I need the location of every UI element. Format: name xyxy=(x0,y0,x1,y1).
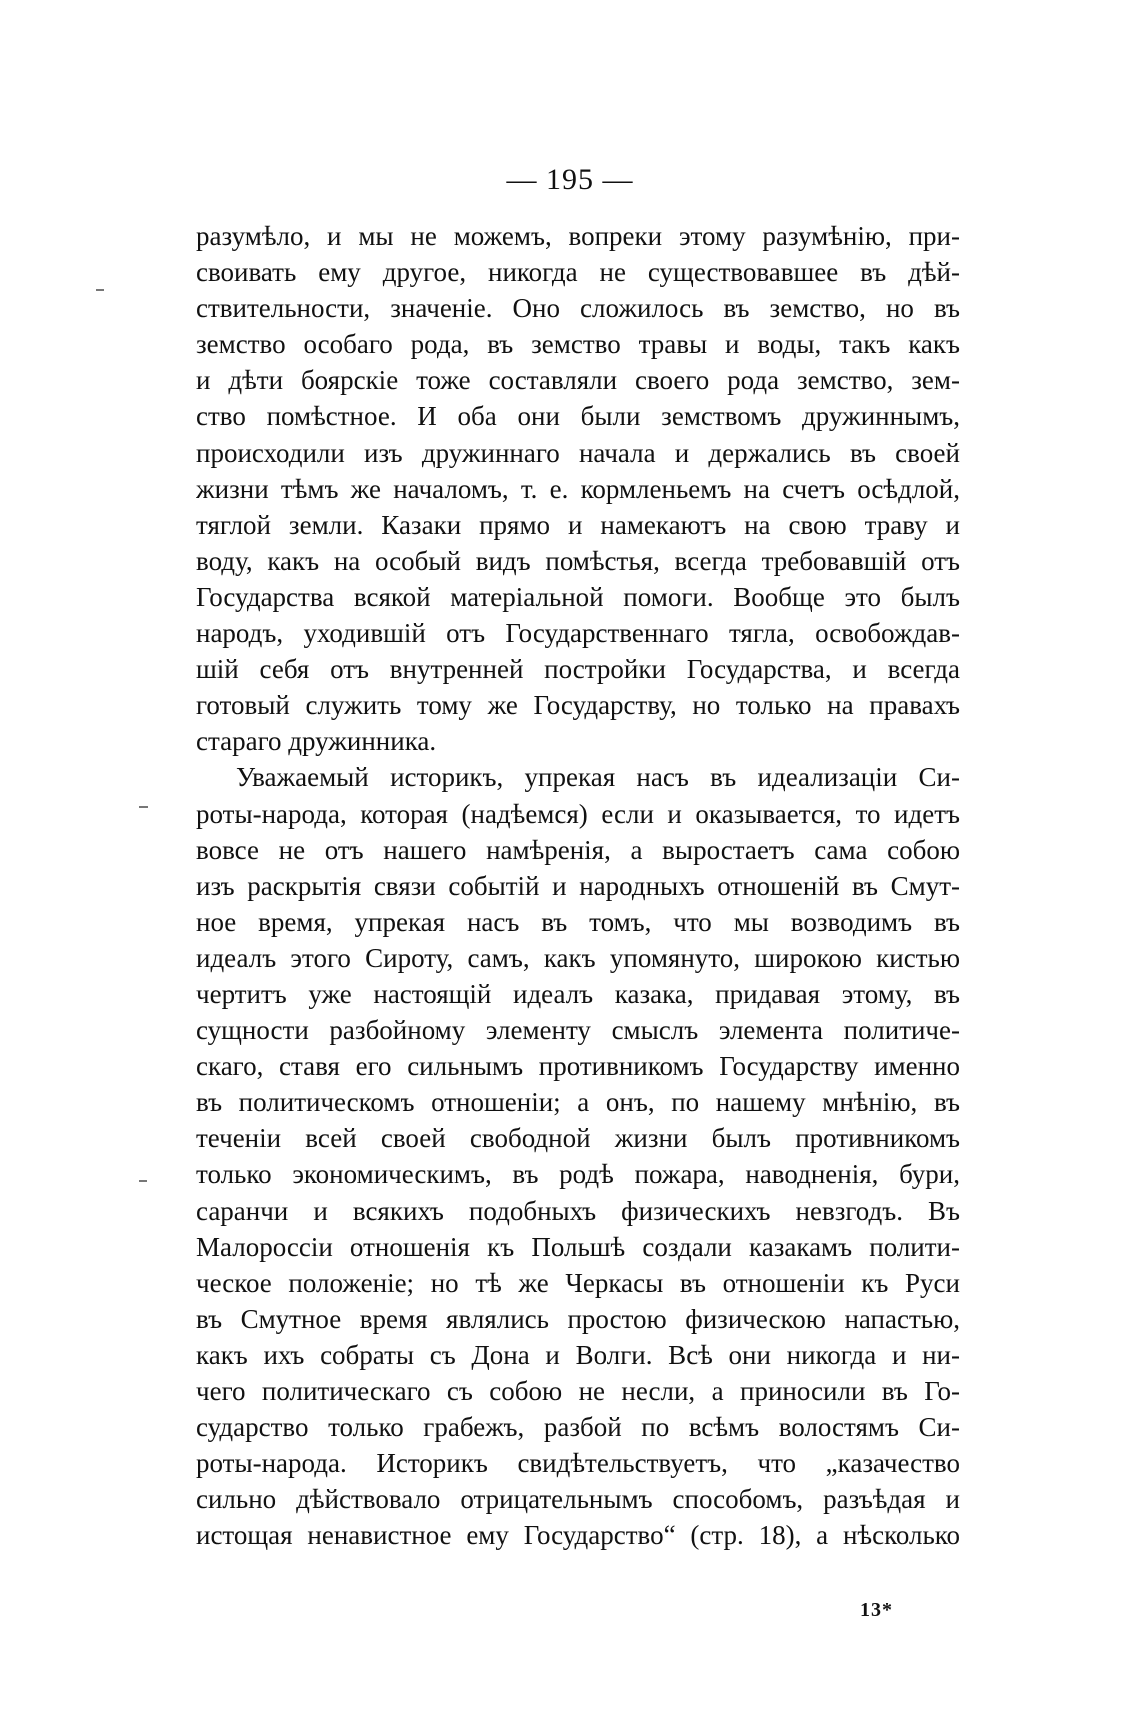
text-line: земство особаго рода, въ земство травы и воды, такъ какъ xyxy=(196,329,960,360)
text-line: теченіи всей своей свободной жизни былъ противникомъ xyxy=(196,1123,960,1154)
text-line: только экономическимъ, въ родѣ пожара, наводненія, бури, xyxy=(196,1159,960,1190)
text-line: сущности разбойному элементу смыслъ элемента политиче- xyxy=(196,1015,960,1046)
scan-speck xyxy=(139,806,148,808)
paragraph-2 xyxy=(196,759,960,1553)
text-line: изъ раскрытія связи событій и народныхъ отношеній въ Смут- xyxy=(196,870,960,901)
text-line: вовсе не отъ нашего намѣренія, а выростаетъ сама собою xyxy=(196,834,960,865)
text-line: Государства всякой матеріальной помоги. Вообще это былъ xyxy=(196,581,960,612)
text-line: Уважаемый историкъ, упрекая насъ въ идеализаціи Си- xyxy=(236,762,960,793)
text-line: ное время, упрекая насъ въ томъ, что мы возводимъ въ xyxy=(196,906,960,937)
text-line: саранчи и всякихъ подобныхъ физическихъ невзгодъ. Въ xyxy=(196,1195,960,1226)
text-line: происходили изъ дружиннаго начала и держались въ своей xyxy=(196,437,960,468)
text-line: истощая ненавистное ему Государство“ (стр. 18), а нѣсколько xyxy=(196,1520,960,1551)
scan-speck xyxy=(139,1180,147,1182)
text-line: роты-народа. Историкъ свидѣтельствуетъ, что „казачество xyxy=(196,1448,960,1479)
text-line: въ Смутное время являлись простою физическою напастью, xyxy=(196,1303,960,1334)
text-line: готовый служить тому же Государству, но только на правахъ xyxy=(196,690,960,721)
page-number: — 195 — xyxy=(506,163,634,196)
text-line: жизни тѣмъ же началомъ, т. е. кормленьемъ на счетъ осѣдлой, xyxy=(196,473,960,504)
paragraph-1 xyxy=(196,218,960,759)
text-line: народъ, уходившій отъ Государственнаго тягла, освобождав- xyxy=(196,618,960,649)
text-line: ствительности, значеніе. Оно сложилось въ земство, но въ xyxy=(196,293,960,324)
text-line: своивать ему другое, никогда не существовавшее въ дѣй- xyxy=(196,257,960,288)
text-line: и дѣти боярскіе тоже составляли своего рода земство, зем- xyxy=(196,365,960,396)
text-line: въ политическомъ отношеніи; а онъ, по нашему мнѣнію, въ xyxy=(196,1087,960,1118)
text-line: роты-народа, которая (надѣемся) если и оказывается, то идетъ xyxy=(196,798,960,829)
text-line: чего политическаго съ собою не несли, а приносили въ Го- xyxy=(196,1376,960,1406)
text-line: ческое положеніе; но тѣ же Черкасы въ отношеніи къ Руси xyxy=(196,1267,960,1298)
signature-mark: 13* xyxy=(860,1599,893,1621)
text-line: воду, какъ на особый видъ помѣстья, всегда требовавшій отъ xyxy=(196,545,960,576)
text-line: Малороссіи отношенія къ Польшѣ создали казакамъ полити- xyxy=(196,1231,960,1262)
body-text xyxy=(196,218,960,1553)
text-line: сударство только грабежъ, разбой по всѣмъ волостямъ Си- xyxy=(196,1412,960,1443)
text-line: сильно дѣйствовало отрицательнымъ способомъ, разъѣдая и xyxy=(196,1484,960,1515)
text-line: шій себя отъ внутренней постройки Государства, и всегда xyxy=(196,654,960,685)
text-line: идеалъ этого Сироту, самъ, какъ упомянуто, широкою кистью xyxy=(196,942,960,973)
text-line: какъ ихъ собраты съ Дона и Волги. Всѣ они никогда и ни- xyxy=(196,1339,960,1370)
text-line: скаго, ставя его сильнымъ противникомъ Государству именно xyxy=(196,1051,960,1082)
text-line: стараго дружинника. xyxy=(196,726,437,757)
text-line: чертитъ уже настоящій идеалъ казака, придавая этому, въ xyxy=(196,978,960,1009)
text-line: ство помѣстное. И оба они были земствомъ дружиннымъ, xyxy=(196,401,960,432)
text-line: тяглой земли. Казаки прямо и намекаютъ на свою траву и xyxy=(196,509,960,540)
text-line: разумѣло, и мы не можемъ, вопреки этому разумѣнію, при- xyxy=(196,221,960,251)
scan-speck xyxy=(96,289,104,291)
